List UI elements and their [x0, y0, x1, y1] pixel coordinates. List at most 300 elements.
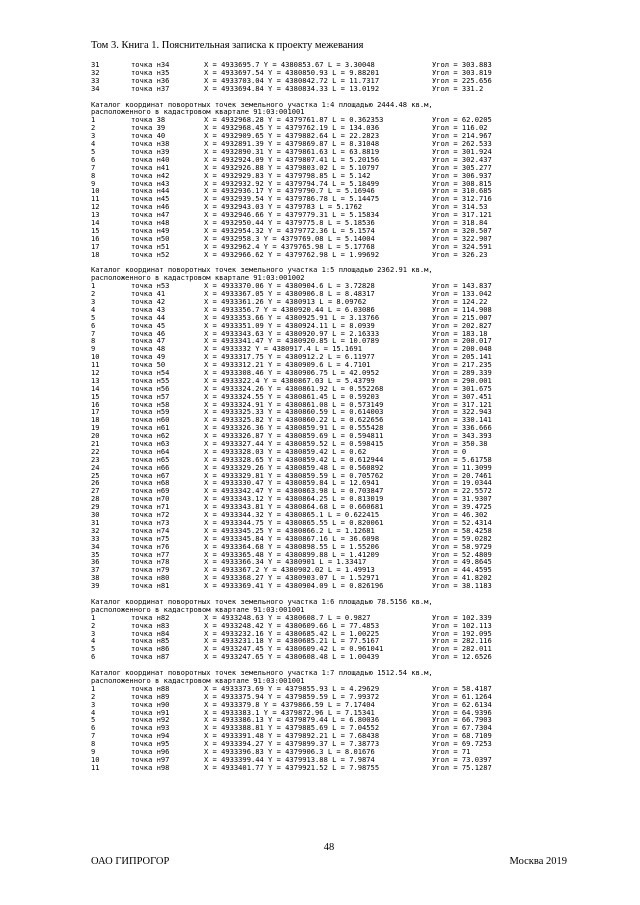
point-index: 31	[91, 60, 100, 69]
point-coordinates: X = 4933343.81 Y = 4380864.68 L = 0.660681	[204, 502, 384, 512]
point-index: 6	[91, 652, 96, 662]
point-angle: Угол = 301.675	[432, 383, 492, 393]
point-angle: Угол = 330.141	[432, 415, 492, 425]
point-coordinates: X = 4932966.62 Y = 4379762.98 L = 1.99692	[204, 249, 380, 259]
point-angle: Угол = 282.116	[432, 636, 492, 646]
point-name: точка н97	[131, 754, 170, 764]
point-index: 8	[91, 170, 96, 180]
point-index: 26	[91, 478, 100, 488]
point-index: 2	[91, 691, 96, 701]
point-index: 7	[91, 162, 96, 172]
point-coordinates: X = 4932891.39 Y = 4379869.87 L = 8.31048	[204, 139, 380, 149]
point-index: 3	[91, 699, 96, 709]
point-name: точка н59	[131, 407, 170, 417]
point-coordinates: X = 4933324.55 Y = 4380861.45 L = 0.59203	[204, 391, 380, 401]
point-coordinates: X = 4932932.92 Y = 4379794.74 L = 5.18499	[204, 178, 380, 188]
point-name: точка н91	[131, 707, 170, 717]
table-row	[91, 582, 561, 590]
point-angle: Угол = 192.095	[432, 628, 492, 638]
point-name: точка н74	[131, 525, 170, 535]
point-index: 5	[91, 146, 96, 156]
point-angle: Угол = 11.3099	[432, 462, 492, 472]
point-name: точка н58	[131, 399, 170, 409]
point-name: точка н73	[131, 517, 170, 527]
point-index: 17	[91, 407, 100, 417]
footer-city-year: Москва 2019	[509, 856, 567, 867]
point-angle: Угол = 314.53	[432, 202, 488, 212]
point-name: точка н34	[131, 60, 170, 69]
point-angle: Угол = 67.7304	[432, 723, 492, 733]
point-coordinates: X = 4932926.88 Y = 4379803.02 L = 5.10797	[204, 162, 380, 172]
point-angle: Угол = 20.7461	[432, 470, 492, 480]
point-angle: Угол = 143.837	[432, 281, 492, 291]
point-index: 5	[91, 715, 96, 725]
point-name: точка н37	[131, 83, 170, 93]
point-index: 28	[91, 494, 100, 504]
point-angle: Угол = 22.5572	[432, 486, 492, 496]
point-coordinates: X = 4933329.81 Y = 4380859.59 L = 0.705762	[204, 470, 384, 480]
section-title: расположенного в кадастровом квартале 91:03:001002	[91, 273, 305, 283]
point-coordinates: X = 4933332 Y = 4380917.4 L = 15.1691	[204, 344, 363, 354]
point-coordinates: X = 4933344.75 Y = 4380865.55 L = 0.820061	[204, 517, 384, 527]
point-index: 8	[91, 739, 96, 749]
point-coordinates: X = 4933343.12 Y = 4380864.25 L = 0.813019	[204, 494, 384, 504]
point-coordinates: X = 4933364.68 Y = 4380898.55 L = 1.55206	[204, 541, 380, 551]
point-angle: Угол = 71	[432, 747, 471, 757]
point-name: точка н52	[131, 249, 170, 259]
point-angle: Угол = 326.23	[432, 249, 488, 259]
point-coordinates: X = 4932924.09 Y = 4379807.41 L = 5.20156	[204, 154, 380, 164]
point-coordinates: X = 4932958.3 Y = 4379769.08 L = 5.14004	[204, 233, 375, 243]
point-index: 21	[91, 439, 100, 449]
point-index: 1	[91, 115, 96, 125]
point-name: точка 43	[131, 304, 166, 314]
point-name: точка н79	[131, 565, 170, 575]
point-name: точка н78	[131, 557, 170, 567]
point-coordinates: X = 4933373.69 Y = 4379855.93 L = 4.29629	[204, 683, 380, 693]
point-angle: Угол = 217.235	[432, 360, 492, 370]
point-name: точка н53	[131, 281, 170, 291]
point-name: точка н46	[131, 202, 170, 212]
point-angle: Угол = 289.339	[432, 368, 492, 378]
point-index: 8	[91, 336, 96, 346]
point-angle: Угол = 68.7109	[432, 731, 492, 741]
point-angle: Угол = 200.017	[432, 336, 492, 346]
point-angle: Угол = 12.6526	[432, 652, 492, 662]
point-index: 16	[91, 233, 100, 243]
point-angle: Угол = 310.685	[432, 186, 492, 196]
point-name: точка н90	[131, 699, 170, 709]
point-angle: Угол = 0	[432, 446, 467, 456]
point-index: 1	[91, 281, 96, 291]
point-angle: Угол = 183.18	[432, 328, 488, 338]
point-coordinates: X = 4933322.4 Y = 4380867.03 L = 5.43799	[204, 375, 375, 385]
point-index: 3	[91, 297, 96, 306]
point-coordinates: X = 4933356.7 Y = 4380920.44 L = 6.03086	[204, 304, 375, 314]
point-index: 13	[91, 210, 100, 220]
point-angle: Угол = 69.7253	[432, 739, 492, 749]
point-angle: Угол = 46.302	[432, 510, 488, 520]
point-name: точка н96	[131, 747, 170, 757]
point-coordinates: X = 4933694.84 Y = 4380834.33 L = 13.0192	[204, 83, 380, 93]
point-index: 1	[91, 683, 96, 693]
point-index: 36	[91, 557, 100, 567]
point-index: 22	[91, 446, 100, 456]
point-name: точка н61	[131, 423, 170, 433]
point-coordinates: X = 4933361.26 Y = 4380913 L = 8.09762	[204, 297, 367, 306]
point-coordinates: X = 4933370.06 Y = 4380904.6 L = 3.72828	[204, 281, 375, 291]
point-index: 4	[91, 139, 96, 149]
point-index: 33	[91, 533, 100, 543]
point-name: точка н36	[131, 75, 170, 85]
point-index: 4	[91, 304, 96, 314]
point-angle: Угол = 290.001	[432, 375, 492, 385]
point-name: точка н64	[131, 446, 170, 456]
point-coordinates: X = 4933328.65 Y = 4380859.42 L = 0.612944	[204, 454, 384, 464]
point-coordinates: X = 4933379.8 Y = 4379866.59 L = 7.17404	[204, 699, 375, 709]
coordinates-catalog	[91, 61, 561, 772]
point-coordinates: X = 4933312.21 Y = 4380909.6 L = 4.7101	[204, 360, 371, 370]
point-index: 39	[91, 581, 100, 591]
point-name: точка н56	[131, 383, 170, 393]
point-angle: Угол = 282.011	[432, 644, 492, 654]
point-coordinates: X = 4933232.16 Y = 4380685.42 L = 1.00225	[204, 628, 380, 638]
point-name: точка н81	[131, 581, 170, 591]
point-angle: Угол = 322.943	[432, 407, 492, 417]
point-name: точка н50	[131, 233, 170, 243]
point-index: 10	[91, 352, 100, 362]
point-angle: Угол = 61.1264	[432, 691, 492, 701]
point-coordinates: X = 4933325.82 Y = 4380860.22 L = 0.622656	[204, 415, 384, 425]
point-coordinates: X = 4933345.25 Y = 4380866.2 L = 1.12681	[204, 525, 375, 535]
point-name: точка 42	[131, 297, 166, 306]
point-index: 15	[91, 391, 100, 401]
point-angle: Угол = 62.6134	[432, 699, 492, 709]
point-coordinates: X = 4933353.66 Y = 4380925.91 L = 3.13766	[204, 312, 380, 322]
point-name: точка н51	[131, 241, 170, 251]
point-index: 27	[91, 486, 100, 496]
point-angle: Угол = 324.591	[432, 241, 492, 251]
point-name: точка 48	[131, 344, 166, 354]
point-name: точка н43	[131, 178, 170, 188]
point-name: точка н60	[131, 415, 170, 425]
point-angle: Угол = 305.277	[432, 162, 492, 172]
point-angle: Угол = 343.393	[432, 431, 492, 441]
point-angle: Угол = 19.0344	[432, 478, 492, 488]
point-coordinates: X = 4932909.65 Y = 4379882.64 L = 22.2823	[204, 131, 380, 141]
section-title: Каталог координат поворотных точек земельного участка 1:6 площадью 78.5156 кв.м,	[91, 596, 433, 606]
point-name: точка н72	[131, 510, 170, 520]
point-index: 6	[91, 320, 96, 330]
point-angle: Угол = 102.113	[432, 620, 492, 630]
point-angle: Угол = 308.815	[432, 178, 492, 188]
point-name: точка н47	[131, 210, 170, 220]
point-angle: Угол = 58.9729	[432, 541, 492, 551]
point-name: точка н35	[131, 67, 170, 77]
point-coordinates: X = 4933247.65 Y = 4380608.48 L = 1.00439	[204, 652, 380, 662]
point-coordinates: X = 4933697.54 Y = 4380850.93 L = 9.88201	[204, 67, 380, 77]
point-index: 34	[91, 541, 100, 551]
point-index: 31	[91, 517, 100, 527]
point-coordinates: X = 4933231.18 Y = 4380685.21 L = 77.5167	[204, 636, 380, 646]
point-angle: Угол = 350.38	[432, 439, 488, 449]
point-coordinates: X = 4933366.34 Y = 4380901 L = 1.33417	[204, 557, 367, 567]
point-name: точка н70	[131, 494, 170, 504]
point-coordinates: X = 4933369.41 Y = 4380904.09 L = 0.826196	[204, 581, 384, 591]
point-angle: Угол = 303.883	[432, 60, 492, 69]
point-name: точка н57	[131, 391, 170, 401]
point-name: точка н48	[131, 217, 170, 227]
point-index: 18	[91, 249, 100, 259]
table-row	[91, 85, 561, 93]
section-title: Каталог координат поворотных точек земельного участка 1:4 площадью 2444.48 кв.м,	[91, 99, 433, 109]
page-number: 48	[323, 842, 335, 853]
point-index: 11	[91, 194, 100, 204]
point-index: 10	[91, 186, 100, 196]
point-name: точка н41	[131, 162, 170, 172]
point-name: точка н85	[131, 636, 170, 646]
point-name: точка н71	[131, 502, 170, 512]
point-index: 1	[91, 612, 96, 622]
point-coordinates: X = 4932950.44 Y = 4379775.8 L = 5.18536	[204, 217, 375, 227]
point-index: 19	[91, 423, 100, 433]
point-angle: Угол = 262.533	[432, 139, 492, 149]
point-name: точка н98	[131, 762, 170, 772]
point-index: 24	[91, 462, 100, 472]
point-coordinates: X = 4933343.63 Y = 4380920.97 L = 2.16333	[204, 328, 380, 338]
point-index: 7	[91, 731, 96, 741]
point-index: 3	[91, 628, 96, 638]
point-name: точка н67	[131, 470, 170, 480]
point-angle: Угол = 41.8202	[432, 573, 492, 583]
point-name: точка н55	[131, 375, 170, 385]
point-angle: Угол = 66.7903	[432, 715, 492, 725]
point-coordinates: X = 4933703.04 Y = 4380842.72 L = 11.7317	[204, 75, 380, 85]
point-coordinates: X = 4933368.27 Y = 4380903.07 L = 1.52971	[204, 573, 380, 583]
point-angle: Угол = 312.716	[432, 194, 492, 204]
point-angle: Угол = 38.1183	[432, 581, 492, 591]
point-coordinates: X = 4933344.32 Y = 4380865.1 L = 0.622415	[204, 510, 380, 520]
point-angle: Угол = 124.22	[432, 297, 488, 306]
point-name: точка н45	[131, 194, 170, 204]
table-row	[91, 764, 561, 772]
point-angle: Угол = 202.827	[432, 320, 492, 330]
point-name: точка 38	[131, 115, 166, 125]
point-coordinates: X = 4932939.54 Y = 4379786.78 L = 5.14475	[204, 194, 380, 204]
point-name: точка н86	[131, 644, 170, 654]
point-index: 11	[91, 360, 100, 370]
point-coordinates: X = 4933695.7 Y = 4380853.67 L = 3.30048	[204, 60, 375, 69]
point-coordinates: X = 4932954.32 Y = 4379772.36 L = 5.1574	[204, 225, 375, 235]
point-name: точка н40	[131, 154, 170, 164]
point-coordinates: X = 4933365.48 Y = 4380899.88 L = 1.41209	[204, 549, 380, 559]
point-angle: Угол = 317.121	[432, 399, 492, 409]
point-coordinates: X = 4933324.26 Y = 4380861.92 L = 0.552268	[204, 383, 384, 393]
point-coordinates: X = 4933391.48 Y = 4379892.21 L = 7.68438	[204, 731, 380, 741]
point-coordinates: X = 4933341.47 Y = 4380920.85 L = 10.0789	[204, 336, 380, 346]
point-name: точка 45	[131, 320, 166, 330]
point-index: 30	[91, 510, 100, 520]
point-name: точка н87	[131, 652, 170, 662]
point-angle: Угол = 205.141	[432, 352, 492, 362]
point-angle: Угол = 49.8645	[432, 557, 492, 567]
point-angle: Угол = 303.819	[432, 67, 492, 77]
point-index: 4	[91, 707, 96, 717]
table-row	[91, 251, 561, 259]
point-coordinates: X = 4933308.46 Y = 4380906.75 L = 42.0952	[204, 368, 380, 378]
point-index: 15	[91, 225, 100, 235]
point-index: 9	[91, 344, 96, 354]
point-angle: Угол = 116.02	[432, 123, 488, 133]
point-angle: Угол = 58.4258	[432, 525, 492, 535]
point-index: 14	[91, 383, 100, 393]
point-name: точка н80	[131, 573, 170, 583]
point-name: точка н38	[131, 139, 170, 149]
point-index: 6	[91, 723, 96, 733]
point-coordinates: X = 4933394.27 Y = 4379899.37 L = 7.38773	[204, 739, 380, 749]
point-angle: Угол = 31.9307	[432, 494, 492, 504]
point-name: точка н39	[131, 146, 170, 156]
point-coordinates: X = 4933317.75 Y = 4380912.2 L = 6.11977	[204, 352, 375, 362]
point-coordinates: X = 4932929.83 Y = 4379798.85 L = 5.142	[204, 170, 371, 180]
point-index: 23	[91, 454, 100, 464]
point-angle: Угол = 306.937	[432, 170, 492, 180]
point-index: 32	[91, 525, 100, 535]
point-name: точка н75	[131, 533, 170, 543]
point-index: 9	[91, 178, 96, 188]
point-index: 4	[91, 636, 96, 646]
point-coordinates: X = 4933367.05 Y = 4380906.8 L = 8.48317	[204, 289, 375, 299]
point-name: точка н94	[131, 731, 170, 741]
point-coordinates: X = 4933388.81 Y = 4379885.69 L = 7.04552	[204, 723, 380, 733]
point-coordinates: X = 4932943.03 Y = 4379783 L = 5.1762	[204, 202, 363, 212]
point-name: точка 41	[131, 289, 166, 299]
point-angle: Угол = 322.907	[432, 233, 492, 243]
point-coordinates: X = 4932936.17 Y = 4379790.7 L = 5.16946	[204, 186, 375, 196]
point-index: 25	[91, 470, 100, 480]
point-coordinates: X = 4933326.36 Y = 4380859.91 L = 0.555428	[204, 423, 384, 433]
point-coordinates: X = 4933324.91 Y = 4380861.08 L = 0.573149	[204, 399, 384, 409]
point-angle: Угол = 39.4725	[432, 502, 492, 512]
point-index: 3	[91, 131, 96, 141]
point-angle: Угол = 307.451	[432, 391, 492, 401]
point-name: точка н65	[131, 454, 170, 464]
point-index: 5	[91, 312, 96, 322]
point-angle: Угол = 52.4314	[432, 517, 492, 527]
point-index: 34	[91, 83, 100, 93]
point-angle: Угол = 225.656	[432, 75, 492, 85]
point-coordinates: X = 4933325.33 Y = 4380860.59 L = 0.614003	[204, 407, 384, 417]
point-coordinates: X = 4933328.03 Y = 4380859.42 L = 0.62	[204, 446, 367, 456]
point-coordinates: X = 4933383.1 Y = 4379872.96 L = 7.15341	[204, 707, 375, 717]
point-index: 2	[91, 289, 96, 299]
point-coordinates: X = 4933367.2 Y = 4380902.02 L = 1.49913	[204, 565, 375, 575]
point-index: 5	[91, 644, 96, 654]
point-coordinates: X = 4933248.42 Y = 4380609.66 L = 77.4853	[204, 620, 380, 630]
section-title: расположенного в кадастровом квартале 91:03:001001	[91, 676, 305, 686]
point-coordinates: X = 4933327.44 Y = 4380859.52 L = 0.598415	[204, 439, 384, 449]
section-title: расположенного в кадастровом квартале 91:03:001001	[91, 604, 305, 614]
point-angle: Угол = 5.61758	[432, 454, 492, 464]
point-name: точка н63	[131, 439, 170, 449]
point-name: точка н49	[131, 225, 170, 235]
point-coordinates: X = 4933375.94 Y = 4379859.59 L = 7.99372	[204, 691, 380, 701]
section-title: Каталог координат поворотных точек земельного участка 1:7 площадью 1512.54 кв.м,	[91, 668, 433, 678]
point-index: 16	[91, 399, 100, 409]
point-name: точка 49	[131, 352, 166, 362]
point-index: 13	[91, 375, 100, 385]
table-row	[91, 653, 561, 661]
point-angle: Угол = 133.042	[432, 289, 492, 299]
point-angle: Угол = 64.9396	[432, 707, 492, 717]
point-index: 2	[91, 620, 96, 630]
point-angle: Угол = 302.437	[432, 154, 492, 164]
point-coordinates: X = 4932890.31 Y = 4379861.63 L = 63.8819	[204, 146, 380, 156]
point-angle: Угол = 59.0282	[432, 533, 492, 543]
point-angle: Угол = 336.666	[432, 423, 492, 433]
point-angle: Угол = 58.4187	[432, 683, 492, 693]
point-angle: Угол = 44.4595	[432, 565, 492, 575]
point-coordinates: X = 4933386.13 Y = 4379879.44 L = 6.80036	[204, 715, 380, 725]
point-index: 9	[91, 747, 96, 757]
point-index: 10	[91, 754, 100, 764]
point-index: 12	[91, 368, 100, 378]
point-name: точка н69	[131, 486, 170, 496]
point-angle: Угол = 114.908	[432, 304, 492, 314]
point-angle: Угол = 318.84	[432, 217, 488, 227]
point-name: точка н66	[131, 462, 170, 472]
point-coordinates: X = 4933330.47 Y = 4380859.84 L = 12.6941	[204, 478, 380, 488]
point-index: 7	[91, 328, 96, 338]
point-index: 20	[91, 431, 100, 441]
point-name: точка 47	[131, 336, 166, 346]
point-angle: Угол = 214.967	[432, 131, 492, 141]
document-header: Том 3. Книга 1. Пояснительная записка к проекту межевания	[91, 40, 364, 51]
point-name: точка н68	[131, 478, 170, 488]
point-index: 2	[91, 123, 96, 133]
point-name: точка 39	[131, 123, 166, 133]
point-name: точка н83	[131, 620, 170, 630]
point-index: 35	[91, 549, 100, 559]
point-index: 38	[91, 573, 100, 583]
section-title: расположенного в кадастровом квартале 91:03:001001	[91, 107, 305, 117]
point-index: 33	[91, 75, 100, 85]
point-name: точка н44	[131, 186, 170, 196]
point-angle: Угол = 52.4809	[432, 549, 492, 559]
point-name: точка н92	[131, 715, 170, 725]
point-name: точка н76	[131, 541, 170, 551]
point-coordinates: X = 4933396.83 Y = 4379906.3 L = 8.01676	[204, 747, 375, 757]
point-name: точка н84	[131, 628, 170, 638]
point-name: точка н95	[131, 739, 170, 749]
point-index: 12	[91, 202, 100, 212]
point-index: 11	[91, 762, 100, 772]
point-angle: Угол = 301.924	[432, 146, 492, 156]
point-coordinates: X = 4933247.45 Y = 4380609.42 L = 0.961041	[204, 644, 384, 654]
point-coordinates: X = 4933401.77 Y = 4379921.52 L = 7.98755	[204, 762, 380, 772]
point-index: 37	[91, 565, 100, 575]
point-index: 32	[91, 67, 100, 77]
point-coordinates: X = 4933345.84 Y = 4380867.16 L = 36.6098	[204, 533, 380, 543]
point-index: 29	[91, 502, 100, 512]
point-angle: Угол = 215.007	[432, 312, 492, 322]
point-angle: Угол = 62.0205	[432, 115, 492, 125]
point-angle: Угол = 331.2	[432, 83, 484, 93]
point-coordinates: X = 4933248.63 Y = 4380608.7 L = 0.9827	[204, 612, 371, 622]
point-coordinates: X = 4933351.09 Y = 4380924.11 L = 8.0939	[204, 320, 375, 330]
point-coordinates: X = 4932968.45 Y = 4379762.19 L = 134.036	[204, 123, 380, 133]
point-name: точка 40	[131, 131, 166, 141]
